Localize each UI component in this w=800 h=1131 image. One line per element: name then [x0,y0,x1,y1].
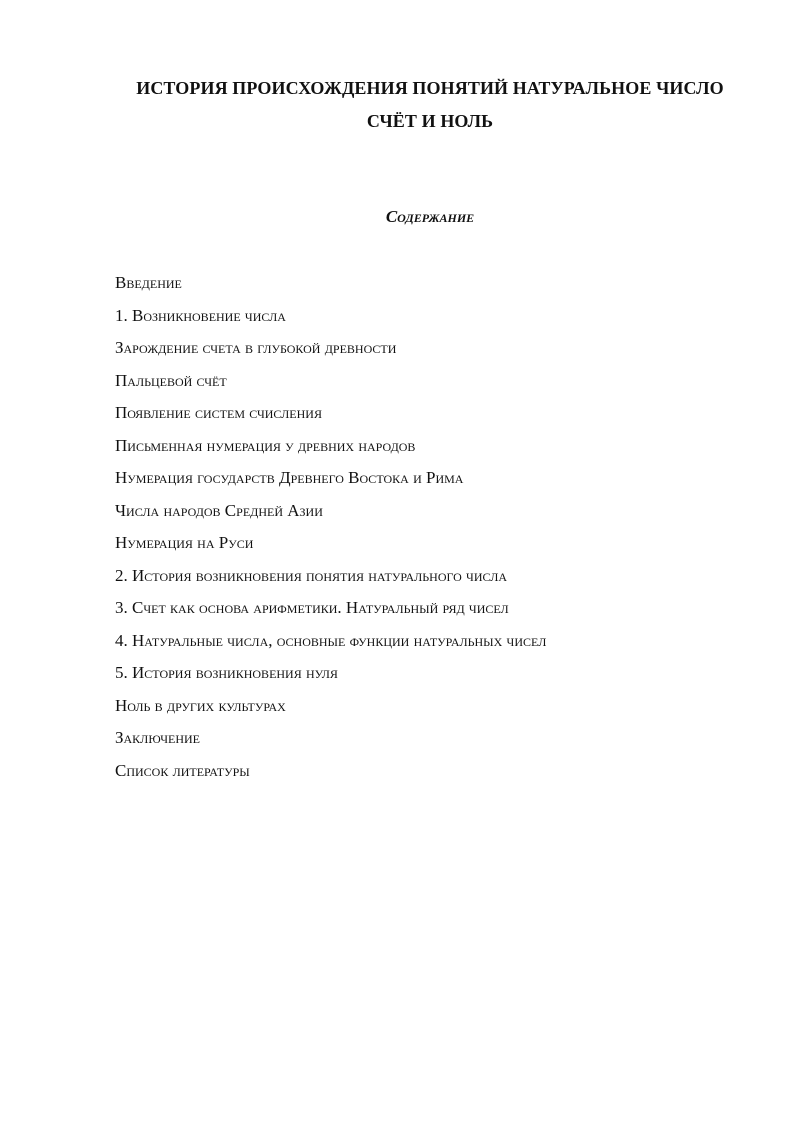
toc-item-natural-number-functions: 4. Натуральные числа, основные функции натуральных чисел [115,630,547,650]
table-of-contents [115,272,775,792]
document-title-line-2: СЧЁТ И НОЛЬ [366,111,494,131]
toc-item-introduction: Введение [115,273,182,292]
toc-item-ancient-counting: Зарождение счета в глубокой древности [115,338,397,357]
toc-item-conclusion: Заключение [115,728,200,747]
toc-item-counting-arithmetic: 3. Счет как основа арифметики. Натуральный ряд чисел [115,598,509,617]
toc-item-zero-other-cultures: Ноль в других культурах [115,695,286,715]
toc-item-natural-number-history: 2. История возникновения понятия натурального числа [115,565,508,585]
document-title-line-1: ИСТОРИЯ ПРОИСХОЖДЕНИЯ ПОНЯТИЙ НАТУРАЛЬНОЕ ЧИСЛО [136,78,724,98]
toc-item-written-numeration: Письменная нумерация у древних народов [115,435,416,455]
toc-item-east-and-rome-numeration: Нумерация государств Древнего Востока и Рима [115,468,464,487]
toc-item-central-asia-numbers: Числа народов Средней Азии [115,500,323,520]
toc-item-numeral-systems: Появление систем счисления [115,403,322,422]
toc-item-zero-history: 5. История возникновения нуля [115,663,338,682]
toc-item-finger-counting: Пальцевой счёт [115,370,227,390]
toc-item-origin-of-number: 1. Возникновение числа [115,305,286,325]
toc-heading: Содержание [385,207,475,226]
toc-item-rus-numeration: Нумерация на Руси [115,533,254,552]
toc-item-bibliography: Список литературы [115,760,250,780]
